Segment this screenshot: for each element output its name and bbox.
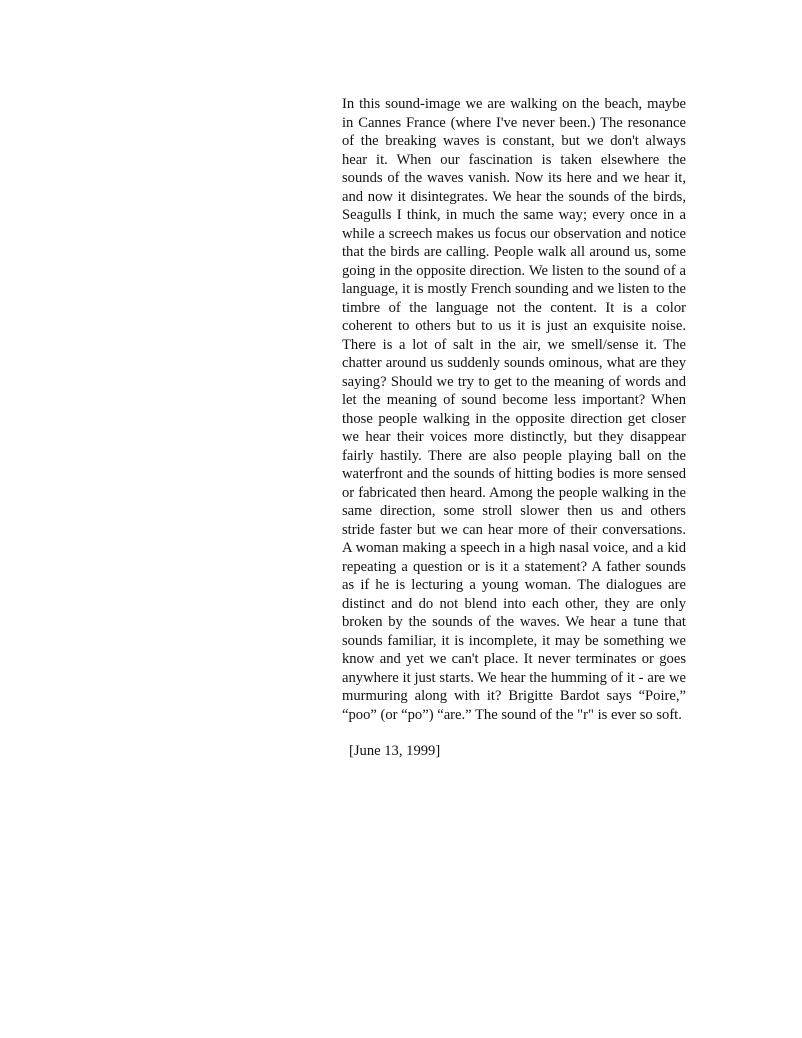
text-column [342,95,686,761]
date-line: [June 13, 1999] [349,743,441,759]
body-paragraph: In this sound-image we are walking on the beach, maybe in Cannes France (where I've never been.) The resonance of the breaking waves is constant, but we don't always hear it. When our fascination is taken elsewhere the sounds of the waves vanish. Now its here and we hear it, and now it disintegrates. We hear the sounds of the birds, Seagulls I think, in much the same way; every once in a while a screech makes us focus our observation and notice that the birds are calling. People walk all around us, some going in the opposite direction. We listen to the sound of a language, it is mostly French sounding and we listen to the timbre of the language not the content. It is a color coherent to others but to us it is just an exquisite noise. There is a lot of salt in the air, we smell/sense it. The chatter around us suddenly sounds ominous, what are they saying? Should we try to get to the meaning of words and let the meaning of sound become less important? When those people walking in the opposite direction get closer we hear their voices more distinctly, but they disappear fairly hastily. There are also people playing ball on the waterfront and the sounds of hitting bodies is more sensed or fabricated then heard. Among the people walking in the same direction, some stroll slower then us and others stride faster but we can hear more of their conversations. A woman making a speech in a high nasal voice, and a kid repeating a question or is it a statement? A father sounds as if he is lecturing a young woman. The dialogues are distinct and do not blend into each other, they are only broken by the sounds of the waves. We hear a tune that sounds familiar, it is incomplete, it may be something we know and yet we can't place. It never terminates or goes anywhere it just starts. We hear the humming of it - are we murmuring along with it? Brigitte Bardot says “Poire,” “poo” (or “po”) “are.” The sound of the "r" is ever so soft. [342,96,686,723]
